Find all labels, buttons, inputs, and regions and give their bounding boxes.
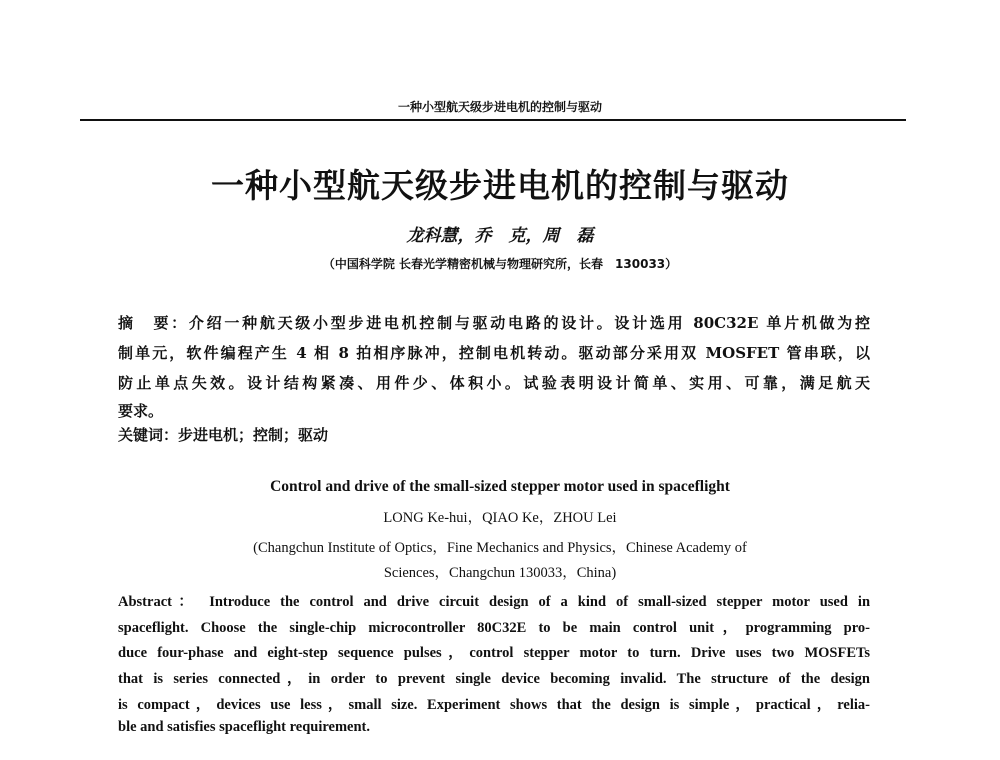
affiliation-en-line: Sciences，Changchun 130033，China)	[383, 565, 617, 581]
abstract-en-line	[118, 590, 870, 611]
running-header: 一种小型航天级步进电机的控制与驱动	[397, 100, 602, 114]
keywords-cn-text: 步进电机；控制；驱动	[178, 426, 329, 444]
abstract-cn-line	[118, 312, 870, 333]
abstract-en-line: duce four-phase and eight-step sequence pulses，control stepper motor to turn. Drive uses two MOSFETs	[118, 645, 870, 661]
abstract-cn-text: 介绍一种航天级小型步进电机控制与驱动电路的设计。设计选用 80C32E 单片机做为控	[188, 314, 870, 332]
paper-title-cn: 一种小型航天级步进电机的控制与驱动	[211, 166, 789, 205]
affiliation-en-line: (Changchun Institute of Optics，Fine Mechanics and Physics，Chinese Academy of	[253, 540, 747, 556]
abstract-en-line: spaceflight. Choose the single-chip microcontroller 80C32E to be main control unit，programming pro-	[118, 620, 870, 636]
affiliation-cn: （中国科学院 长春光学精密机械与物理研究所，长春 130033）	[322, 257, 678, 271]
abstract-en-label: Abstract：	[118, 594, 200, 610]
header-rule	[80, 119, 906, 121]
abstract-cn-line: 制单元，软件编程产生 4 相 8 拍相序脉冲，控制电机转动。驱动部分采用双 MOSFET 管串联，以	[118, 344, 870, 362]
keywords-cn	[118, 424, 870, 445]
keywords-cn-label: 关键词：	[118, 426, 179, 444]
abstract-cn-line: 防止单点失效。设计结构紧凑、用件少、体积小。试验表明设计简单、实用、可靠，满足航天	[118, 374, 870, 392]
abstract-en-text: Introduce the control and drive circuit design of a kind of small-sized stepper motor used in	[209, 594, 871, 610]
authors-cn: 龙科慧，乔 克，周 磊	[406, 226, 594, 246]
authors-en: LONG Ke-hui，QIAO Ke，ZHOU Lei	[383, 510, 617, 526]
paper-title-en: Control and drive of the small-sized stepper motor used in spaceflight	[270, 478, 730, 495]
abstract-cn-label: 摘 要：	[118, 314, 189, 332]
abstract-en-line: is compact，devices use less，small size. Experiment shows that the design is simple，practical，relia-	[118, 697, 870, 713]
abstract-cn-line: 要求。	[118, 402, 164, 420]
abstract-en-line: that is series connected，in order to prevent single device becoming invalid. The structure of the design	[118, 671, 870, 687]
abstract-en-line: ble and satisfies spaceflight requirement.	[118, 719, 371, 735]
